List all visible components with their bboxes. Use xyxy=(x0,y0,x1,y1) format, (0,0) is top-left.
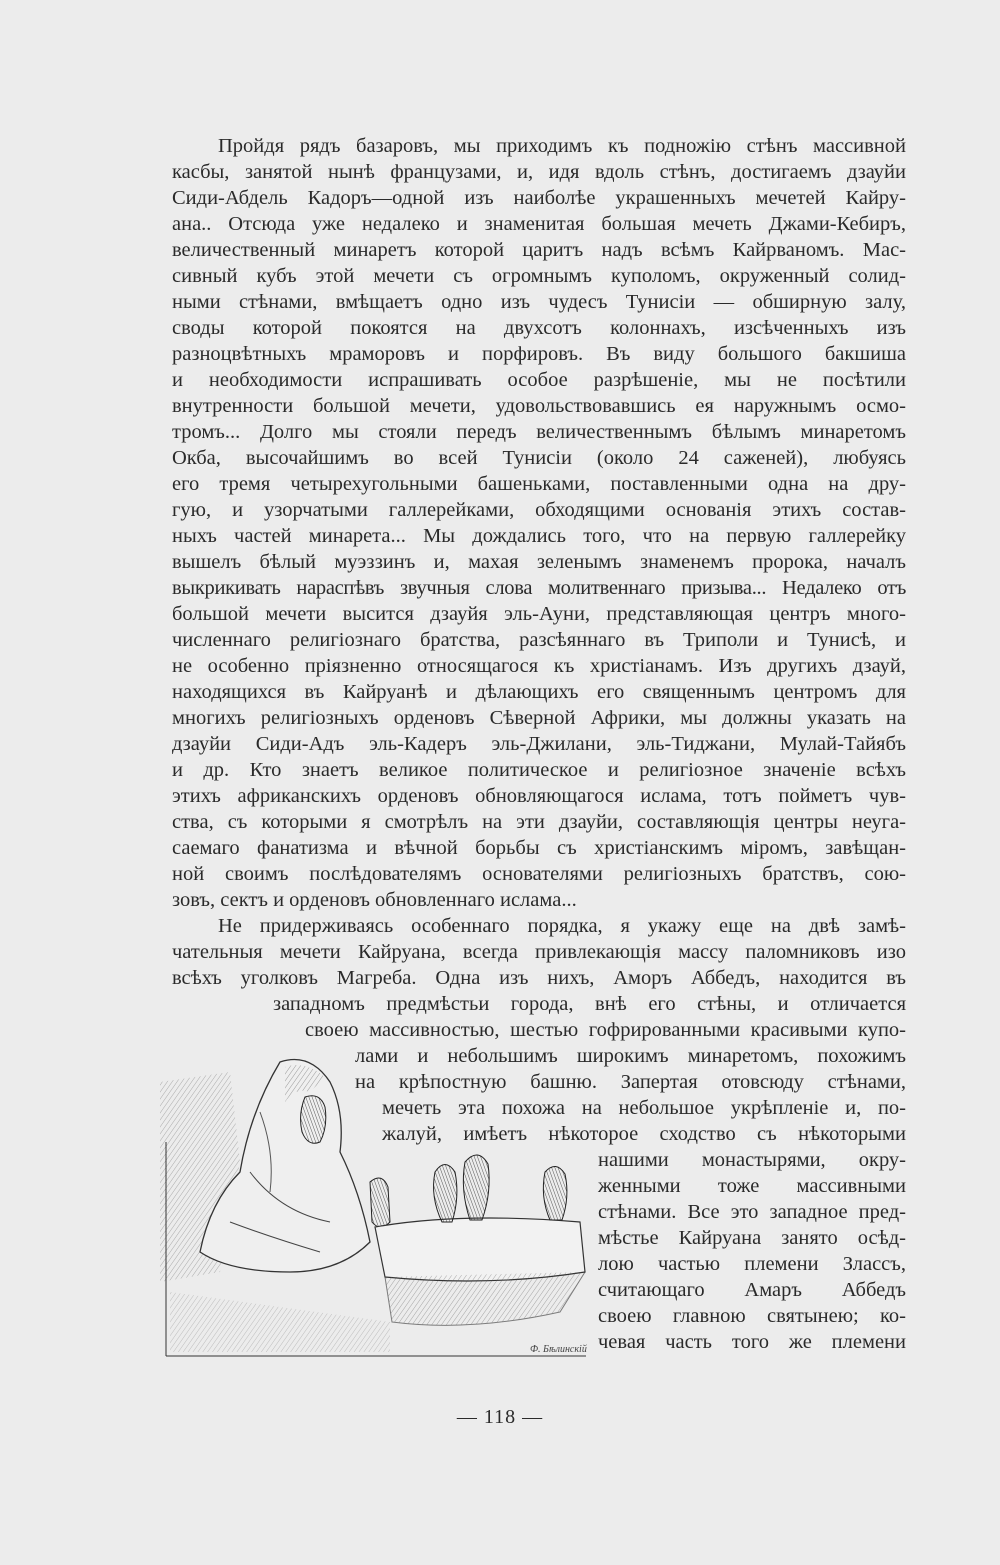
text-line: Окба, высочайшимъ во всей Тунисіи (около 24 саженей), любуясь xyxy=(172,447,906,469)
text-line: внутренности большой мечети, удовольствовавшись ея наружнымъ осмо- xyxy=(172,395,906,417)
text-line: ства, съ которыми я смотрѣлъ на эти дзауйи, составляющія центры неуга- xyxy=(172,811,906,833)
text-line: зовъ, сектъ и орденовъ обновленнаго ислама... xyxy=(172,889,577,911)
text-line: мечеть эта похожа на небольшое укрѣпленіе и, по- xyxy=(382,1097,906,1119)
text-line: дзауйи Сиди-Адъ эль-Кадеръ эль-Джилани, эль-Тиджани, Мулай-Тайябъ xyxy=(172,733,906,755)
text-line: находящихся въ Кайруанѣ и дѣлающихъ его священнымъ центромъ для xyxy=(172,681,906,703)
text-line: западномъ предмѣстьи города, внѣ его стѣны, и отличается xyxy=(273,993,906,1015)
text-line: своды которой покоятся на двухсотъ колоннахъ, изсѣченныхъ изъ xyxy=(172,317,906,339)
seated-man-with-falcons-engraving xyxy=(160,1022,592,1362)
text-line: и др. Кто знаетъ великое политическое и религіозное значеніе всѣхъ xyxy=(172,759,906,781)
text-line: ныхъ частей минарета... Мы дождались того, что на первую галлерейку xyxy=(172,525,906,547)
text-line: чательныя мечети Кайруана, всегда привлекающія массу паломниковъ изо xyxy=(172,941,906,963)
text-line: лами и небольшимъ широкимъ минаретомъ, похожимъ xyxy=(355,1045,906,1067)
text-line: большой мечети высится дзауйя эль-Ауни, представляющая центръ много- xyxy=(172,603,906,625)
text-line: многихъ религіозныхъ орденовъ Сѣверной Африки, мы должны указать на xyxy=(172,707,906,729)
text-line: тромъ... Долго мы стояли передъ величественнымъ бѣлымъ минаретомъ xyxy=(172,421,906,443)
text-line: жалуй, имѣетъ нѣкоторое сходство съ нѣкоторыми xyxy=(382,1123,906,1145)
text-line: величественный минаретъ которой царитъ надъ всѣмъ Кайрваномъ. Мас- xyxy=(172,239,906,261)
text-line: всѣхъ уголковъ Магреба. Одна изъ нихъ, Аморъ Аббедъ, находится въ xyxy=(172,967,906,989)
text-line: нашими монастырями, окру- xyxy=(598,1149,906,1171)
text-line: Не придерживаясь особеннаго порядка, я укажу еще на двѣ замѣ- xyxy=(218,915,906,937)
text-line: ной своимъ послѣдователямъ основателями религіозныхъ братствъ, сою- xyxy=(172,863,906,885)
text-line: сивный кубъ этой мечети съ огромнымъ куполомъ, окруженный солид- xyxy=(172,265,906,287)
text-line: численнаго религіознаго братства, разсѣяннаго въ Триполи и Тунисѣ, и xyxy=(172,629,906,651)
text-line: своею массивностью, шестью гофрированными красивыми купо- xyxy=(305,1019,906,1041)
text-line: вышелъ бѣлый муэззинъ и, махая зеленымъ знаменемъ пророка, началъ xyxy=(172,551,906,573)
text-line: на крѣпостную башню. Запертая отовсюду стѣнами, xyxy=(355,1071,906,1093)
artist-signature: Ф. Бѣлинскій xyxy=(530,1344,587,1355)
text-line: своею главною святынею; ко- xyxy=(598,1305,906,1327)
text-line: выкрикивать нараспѣвъ звучныя слова молитвеннаго призыва... Недалеко отъ xyxy=(172,577,906,599)
text-line: считающаго Амаръ Аббедъ xyxy=(598,1279,906,1301)
text-line: стѣнами. Все это западное пред- xyxy=(598,1201,906,1223)
text-line: не особенно пріязненно относящагося къ христіанамъ. Изъ другихъ дзауй, xyxy=(172,655,906,677)
page-number: — 118 — xyxy=(456,1406,544,1428)
text-line: и необходимости испрашивать особое разрѣшеніе, мы не посѣтили xyxy=(172,369,906,391)
text-line: женными тоже массивными xyxy=(598,1175,906,1197)
text-line: саемаго фанатизма и вѣчной борьбы съ христіанскимъ міромъ, завѣщан- xyxy=(172,837,906,859)
text-line: Сиди-Абдель Кадоръ—одной изъ наиболѣе украшенныхъ мечетей Кайру- xyxy=(172,187,906,209)
text-line: касбы, занятой нынѣ французами, и, идя вдоль стѣнъ, достигаемъ дзауйи xyxy=(172,161,906,183)
text-line: его тремя четырехугольными башеньками, поставленными одна на дру- xyxy=(172,473,906,495)
text-line: ана.. Отсюда уже недалеко и знаменитая большая мечеть Джами-Кебиръ, xyxy=(172,213,906,235)
text-line: ными стѣнами, вмѣщаетъ одно изъ чудесъ Тунисіи — обширную залу, xyxy=(172,291,906,313)
text-line: чевая часть того же племени xyxy=(598,1331,906,1353)
text-line: этихъ африканскихъ орденовъ обновляющагося ислама, тотъ пойметъ чув- xyxy=(172,785,906,807)
text-line: лою частью племени Злассъ, xyxy=(598,1253,906,1275)
text-line: Пройдя рядъ базаровъ, мы приходимъ къ подножію стѣнъ массивной xyxy=(218,135,906,157)
text-line: мѣстье Кайруана занято осѣд- xyxy=(598,1227,906,1249)
text-line: разноцвѣтныхъ мраморовъ и порфировъ. Въ виду большого бакшиша xyxy=(172,343,906,365)
text-line: гую, и узорчатыми галлерейками, обходящими основанія этихъ состав- xyxy=(172,499,906,521)
